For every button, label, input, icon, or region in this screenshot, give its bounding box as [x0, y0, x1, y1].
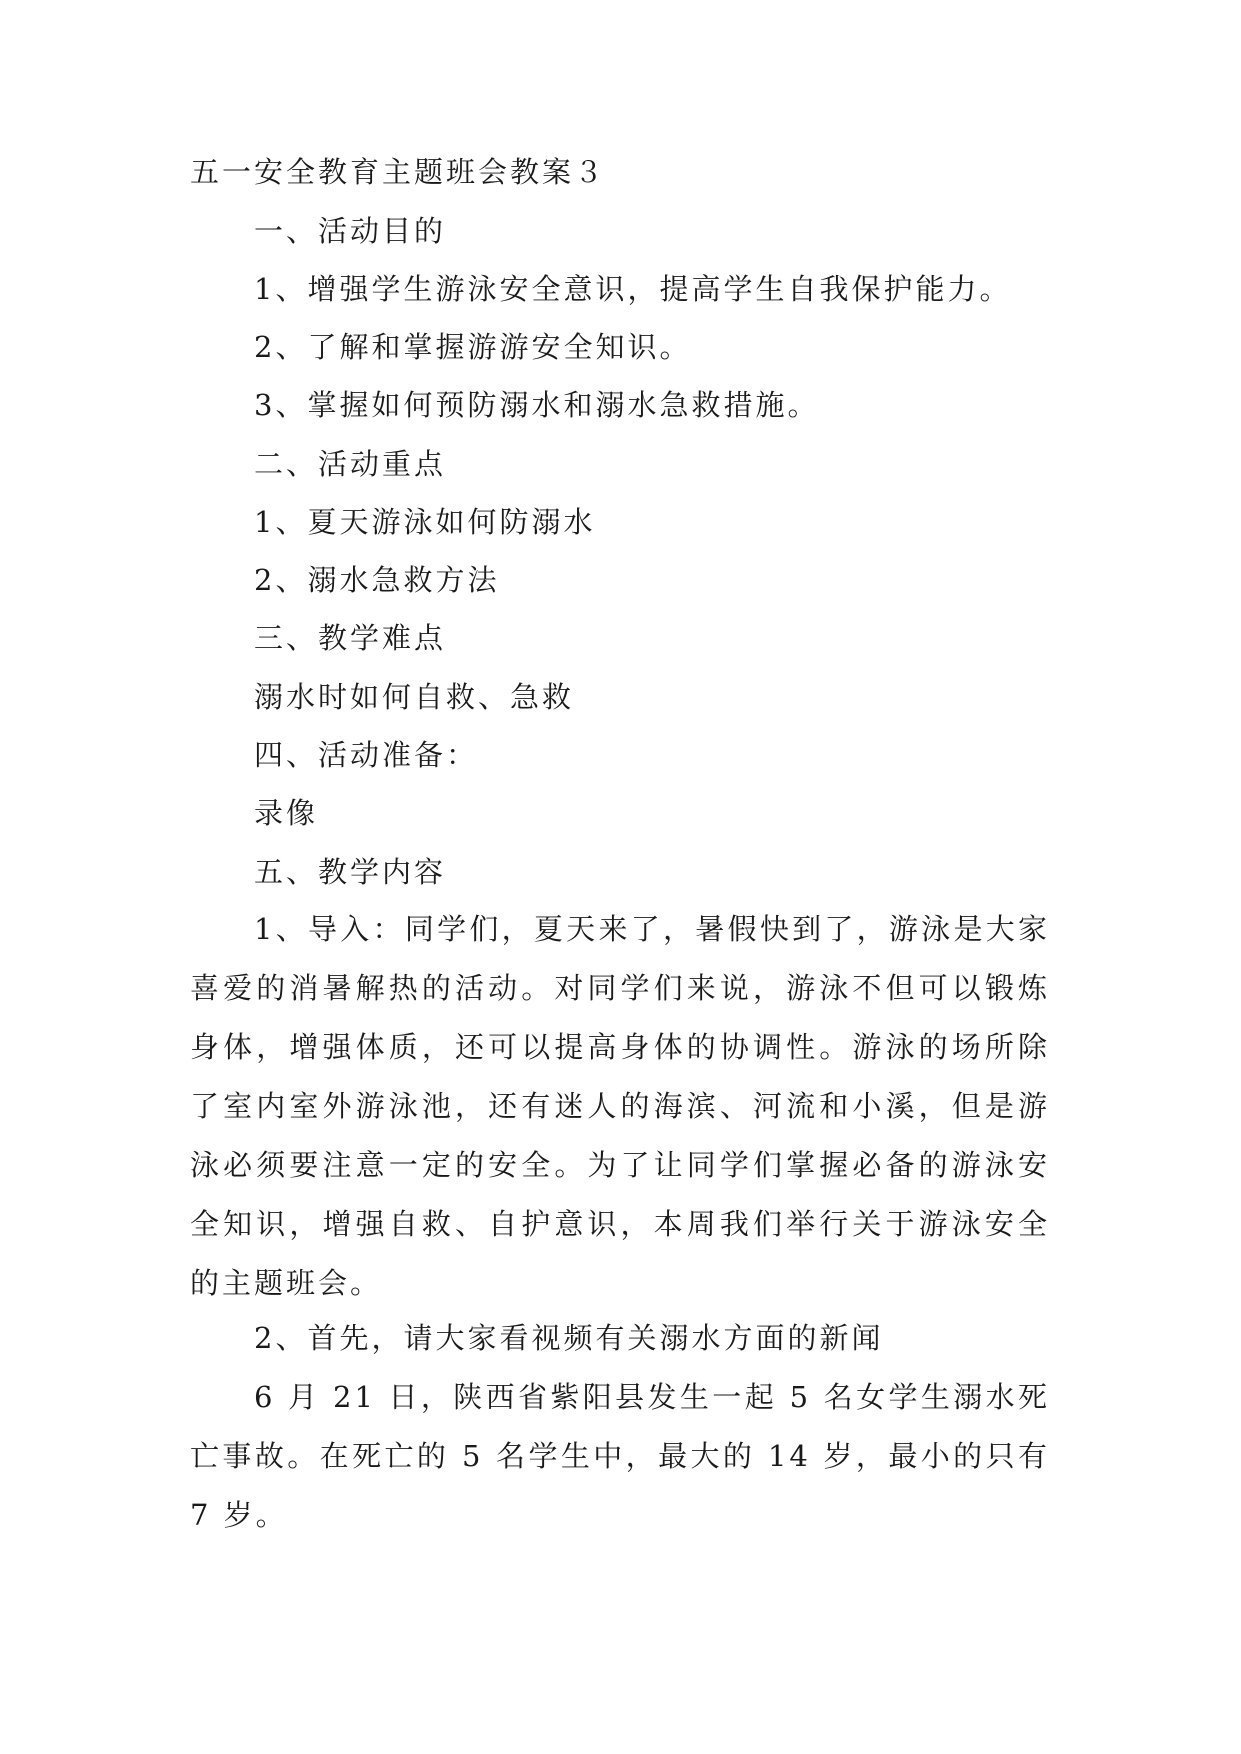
objective-item-2: 2、了解和掌握游游安全知识。 [254, 330, 692, 364]
section-heading-difficulties: 三、教学难点 [254, 621, 447, 655]
difficulty-text: 溺水时如何自救、急救 [254, 680, 575, 714]
news-paragraph: 6 月 21 日，陕西省紫阳县发生一起 5 名女学生溺水死亡事故。在死亡的 5 名学生中，最大的 14 岁，最小的只有 7 岁。 [190, 1380, 1050, 1532]
section-heading-objectives: 一、活动目的 [254, 214, 447, 248]
key-point-item-2: 2、溺水急救方法 [254, 563, 500, 597]
objective-item-1: 1、增强学生游泳安全意识，提高学生自我保护能力。 [254, 272, 1012, 306]
intro-paragraph: 1、导入：同学们，夏天来了，暑假快到了，游泳是大家喜爱的消暑解热的活动。对同学们来说，游泳不但可以锻炼身体，增强体质，还可以提高身体的协调性。游泳的场所除了室内室外游泳池，还有迷人的海滨、河流和小溪，但是游泳必须要注意一定的安全。为了让同学们掌握必备的游泳安全知识，增强自救、自护意识，本周我们举行关于游泳安全的主题班会。 [190, 912, 1050, 1300]
section-heading-content: 五、教学内容 [254, 855, 447, 889]
section-heading-preparation: 四、活动准备： [254, 738, 479, 772]
news-intro-paragraph: 2、首先，请大家看视频有关溺水方面的新闻 [254, 1321, 884, 1355]
preparation-text: 录像 [254, 796, 319, 830]
document-title: 五一安全教育主题班会教案３ [190, 155, 607, 189]
objective-item-3: 3、掌握如何预防溺水和溺水急救措施。 [254, 388, 820, 422]
section-heading-key-points: 二、活动重点 [254, 447, 447, 481]
key-point-item-1: 1、夏天游泳如何防溺水 [254, 505, 596, 539]
